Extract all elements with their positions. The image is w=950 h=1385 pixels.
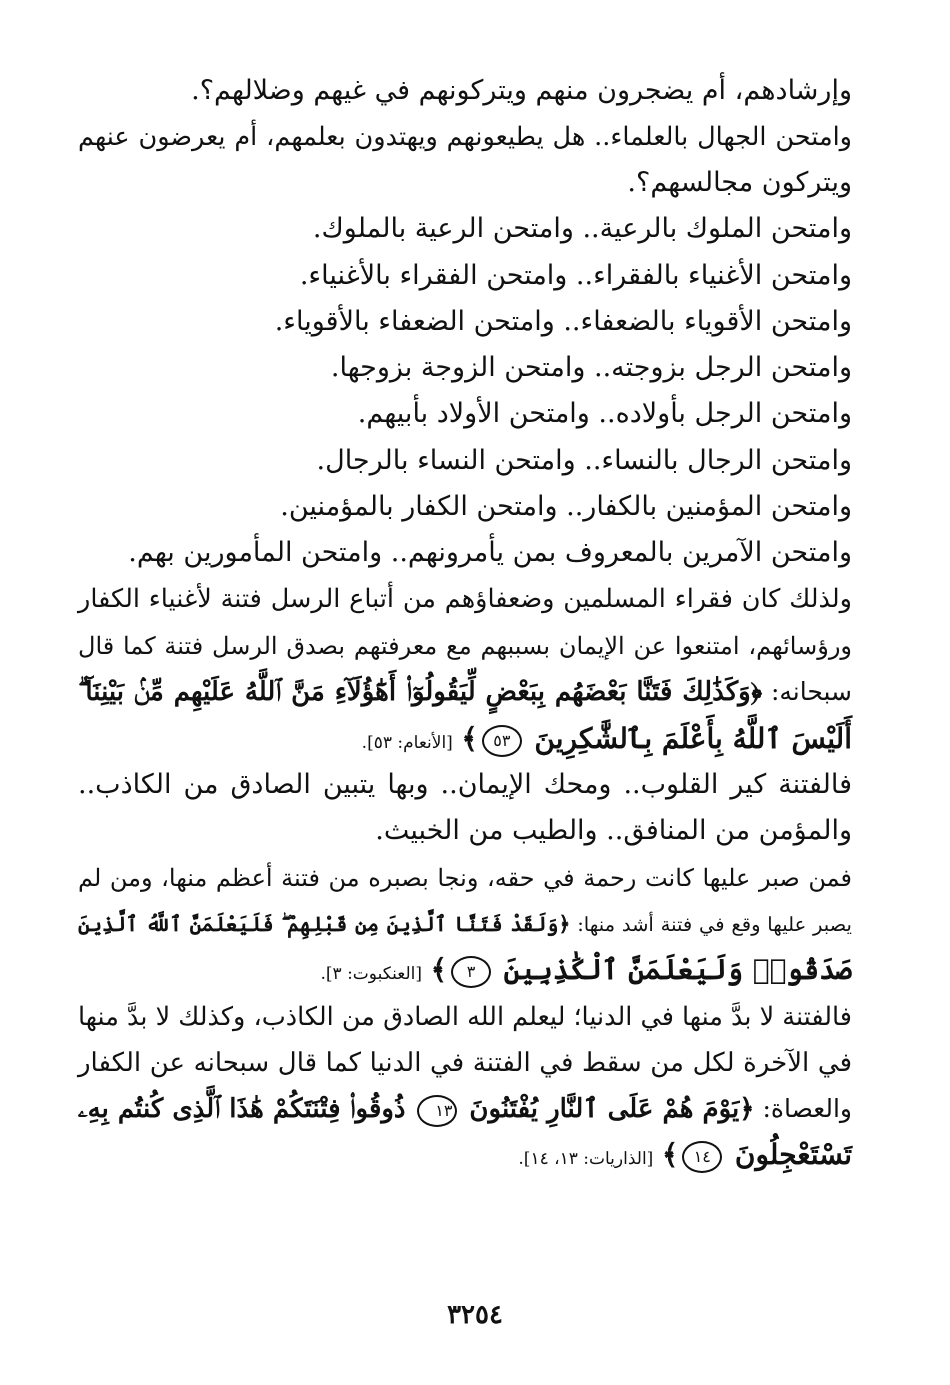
quote-3-verse-c: تَسْتَعْجِلُونَ — [734, 1138, 852, 1171]
quote-2-reference: [العنكبوت: ٣]. — [320, 964, 422, 984]
text-line-8: وامتحن الرجل بأولاده.. وامتحن الأولاد بأبيهم. — [357, 398, 852, 429]
quote-2-open-bracket: ﴿ — [558, 912, 571, 936]
page-body — [78, 68, 852, 1358]
quote-1-verse-part-2: أَلَيْسَ ٱللَّهُ بِأَعْلَمَ بِٱلشَّٰكِرِينَ — [534, 722, 852, 755]
quote-2-verse-part-2: صَدَقُوا۟ وَلَيَعْلَمَنَّ ٱلْكَٰذِبِينَ — [503, 953, 852, 986]
quote-2-verse-part-1: وَلَقَدْ فَتَنَّا ٱلَّذِينَ مِن قَبْلِهِمْ ۖ فَلَيَعْلَمَنَّ ٱللَّهُ ٱلَّذِينَ — [78, 912, 559, 936]
text-line-12: ولذلك كان فقراء المسلمين وضعفاؤهم من أتباع الرسل فتنة لأغنياء الكفار — [78, 584, 852, 614]
quote-1-intro: سبحانه: — [762, 677, 852, 706]
quote-3-reference: [الذاريات: ١٣، ١٤]. — [518, 1149, 654, 1169]
ayah-number-badge: ٥٣ — [482, 725, 522, 757]
quote-3-open-bracket: ﴿ — [739, 1094, 755, 1124]
quote-3-verse-b: ذُوقُوا۟ فِتْنَتَكُمْ هَٰذَا ٱلَّذِى كُنتُم بِهِۦ — [77, 1094, 406, 1124]
quote-3-verse-a: يَوْمَ هُمْ عَلَى ٱلنَّارِ يُفْتَنُونَ — [469, 1094, 740, 1124]
text-line-1: وإرشادهم، أم يضجرون منهم ويتركونهم في غيهم وضلالهم؟. — [191, 75, 852, 106]
text-line-5: وامتحن الأغنياء بالفقراء.. وامتحن الفقراء بالأغنياء. — [299, 260, 852, 291]
text-line-17: فالفتنة لا بدَّ منها في الدنيا؛ ليعلم الله الصادق من الكاذب، وكذلك لا بدَّ منها — [78, 1002, 852, 1032]
text-line-18: في الآخرة لكل من سقط في الفتنة في الدنيا كما قال سبحانه عن الكفار — [78, 1048, 852, 1078]
text-line-9: وامتحن الرجال بالنساء.. وامتحن النساء بالرجال. — [316, 445, 852, 476]
text-line-2: وامتحن الجهال بالعلماء.. هل يطيعونهم ويهتدون بعلمهم، أم يعرضون عنهم — [78, 122, 852, 152]
text-line-16: فمن صبر عليها كانت رحمة في حقه، ونجا بصبره من فتنة أعظم منها، ومن لم — [78, 864, 853, 892]
ayah-number-badge: ١٣ — [417, 1095, 457, 1127]
quote-3-intro: والعصاة: — [754, 1094, 852, 1123]
quote-1-open-bracket: ﴿ — [750, 677, 763, 707]
quote-1-verse-part-1: وَكَذَٰلِكَ فَتَنَّا بَعْضَهُم بِبَعْضٍ لِّيَقُولُوٓا۟ أَهَٰٓؤُلَآءِ مَنَّ ٱللَّهُ عَلَيْهِم مِّنۢ بَيْنِنَآ ۗ — [78, 677, 751, 707]
ayah-number-badge: ٣ — [451, 956, 491, 988]
quote-3-line-2 — [518, 1132, 852, 1178]
text-line-6: وامتحن الأقوياء بالضعفاء.. وامتحن الضعفاء بالأقوياء. — [274, 306, 852, 337]
quote-2-close-bracket: ﴾ — [430, 953, 447, 986]
quote-3-close-bracket: ﴾ — [661, 1138, 679, 1171]
page-number: ٣٢٥٤ — [447, 1300, 503, 1330]
quote-2-line-2 — [320, 947, 852, 993]
text-line-7: وامتحن الرجل بزوجته.. وامتحن الزوجة بزوجها. — [330, 352, 852, 383]
text-line-4: وامتحن الملوك بالرعية.. وامتحن الرعية بالملوك. — [312, 213, 852, 244]
text-line-11: وامتحن الآمرين بالمعروف بمن يأمرونهم.. وامتحن المأمورين بهم. — [128, 537, 852, 568]
text-line-15: والمؤمن من المنافق.. والطيب من الخبيث. — [375, 815, 852, 846]
text-line-13: ورؤسائهم، امتنعوا عن الإيمان بسببهم مع معرفتهم بصدق الرسل فتنة كما قال — [78, 632, 852, 660]
quote-2-line-1 — [78, 901, 852, 947]
quote-1-line-1 — [78, 669, 852, 715]
quote-1-reference: [الأنعام: ٥٣]. — [361, 733, 453, 753]
ayah-number-badge: ١٤ — [682, 1141, 722, 1173]
text-line-14: فالفتنة كير القلوب.. ومحك الإيمان.. وبها يتبين الصادق من الكاذب.. — [78, 769, 852, 800]
quote-3-line-1 — [78, 1086, 852, 1132]
text-line-3: ويتركون مجالسهم؟. — [627, 167, 852, 198]
quote-2-intro: يصبر عليها وقع في فتنة أشد منها: — [570, 913, 852, 936]
quote-1-line-2 — [362, 716, 852, 762]
quote-1-close-bracket: ﴾ — [461, 722, 478, 755]
text-line-10: وامتحن المؤمنين بالكفار.. وامتحن الكفار بالمؤمنين. — [280, 491, 852, 522]
